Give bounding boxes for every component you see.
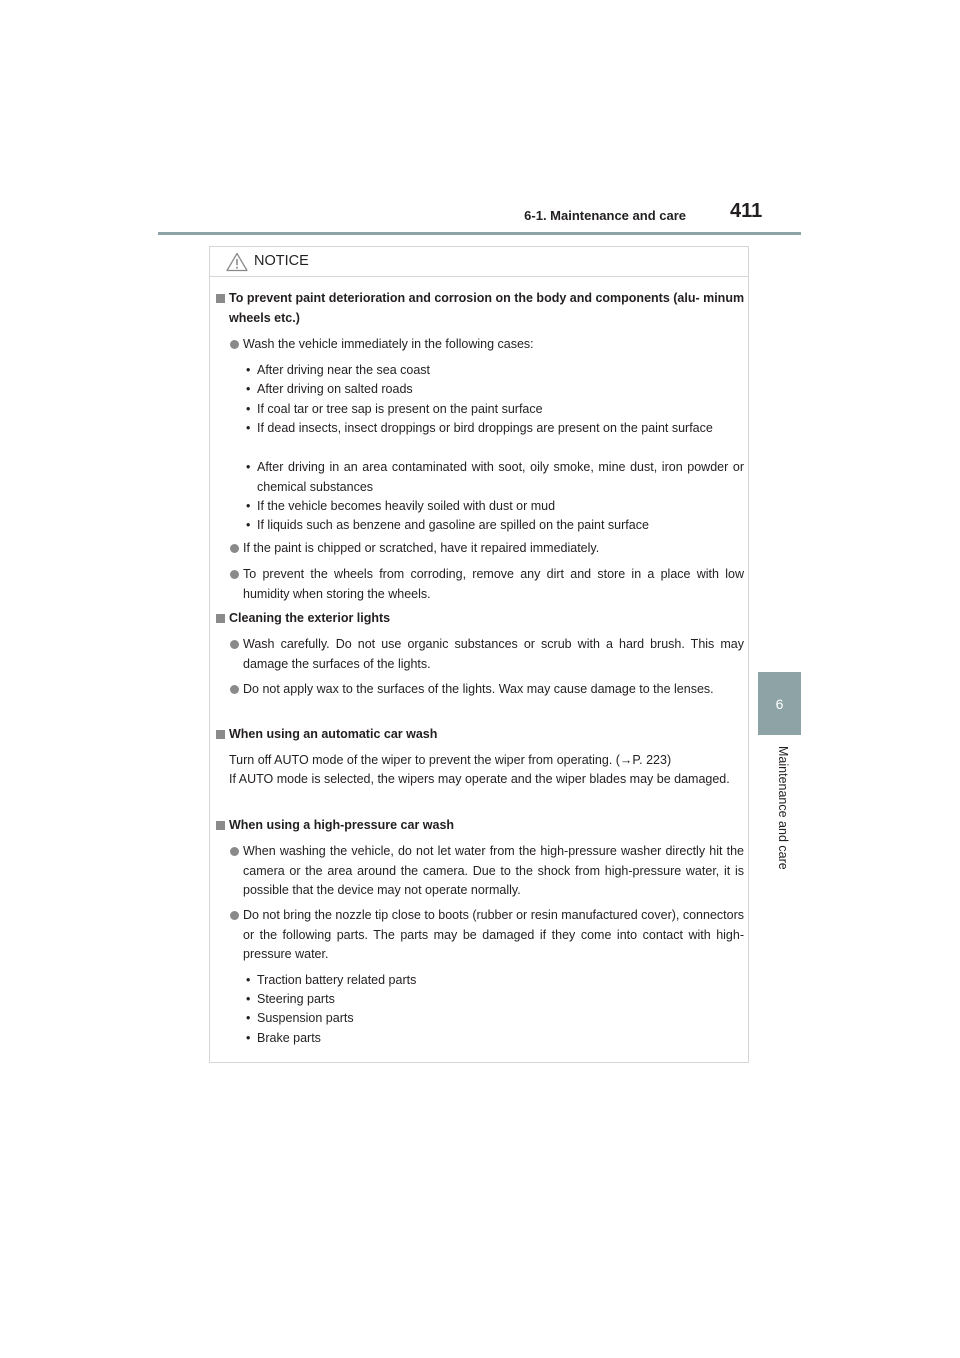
bullet-item: • After driving on salted roads: [246, 382, 413, 396]
bullet-item: • Traction battery related parts: [246, 973, 417, 987]
list-item: Wash the vehicle immediately in the following cases:: [230, 335, 744, 355]
section-heading: Cleaning the exterior lights: [216, 609, 746, 629]
list-item: Do not bring the nozzle tip close to boots (rubber or resin manufactured cover), connectors or the following parts. The parts may be damaged if they come into contact with high-pressure water.: [230, 906, 744, 965]
warning-triangle-icon: [226, 252, 248, 272]
list-item: When washing the vehicle, do not let water from the high-pressure washer directly hit the camera or the area around the camera. Due to the shock from high-pressure water, it is possible that the device may not operate normally.: [230, 842, 744, 901]
list-item: Do not apply wax to the surfaces of the lights. Wax may cause damage to the lenses.: [230, 680, 744, 700]
circle-bullet-icon: [230, 640, 239, 649]
square-bullet-icon: [216, 614, 225, 623]
list-item: To prevent the wheels from corroding, remove any dirt and store in a place with low humidity when storing the wheels.: [230, 565, 744, 604]
chapter-label: Maintenance and care: [776, 746, 790, 870]
bullet-item: • If liquids such as benzene and gasoline are spilled on the paint surface: [246, 518, 649, 532]
circle-bullet-icon: [230, 685, 239, 694]
square-bullet-icon: [216, 730, 225, 739]
section-heading: To prevent paint deterioration and corrosion on the body and components (alu- minum wheels etc.): [216, 289, 746, 328]
bullet-item: • Brake parts: [246, 1031, 321, 1045]
notice-header: [210, 247, 748, 277]
bullet-item: • If the vehicle becomes heavily soiled with dust or mud: [246, 499, 556, 513]
square-bullet-icon: [216, 294, 225, 303]
section-heading: When using an automatic car wash: [216, 725, 746, 745]
chapter-number: 6: [775, 695, 784, 712]
circle-bullet-icon: [230, 847, 239, 856]
paragraph: Turn off AUTO mode of the wiper to prevent the wiper from operating. (→P. 223): [229, 753, 672, 767]
section-heading: When using a high-pressure car wash: [216, 816, 746, 836]
circle-bullet-icon: [230, 544, 239, 553]
bullet-item: • Suspension parts: [246, 1011, 354, 1025]
list-item: If the paint is chipped or scratched, have it repaired immediately.: [230, 539, 744, 559]
notice-title: NOTICE: [254, 253, 309, 269]
circle-bullet-icon: [230, 570, 239, 579]
section-title: 6-1. Maintenance and care: [524, 208, 686, 223]
bullet-item: • After driving in an area contaminated with soot, oily smoke, mine dust, iron powder or chemical substances: [246, 460, 744, 494]
bullet-item: • If coal tar or tree sap is present on the paint surface: [246, 402, 543, 416]
bullet-item: • Steering parts: [246, 992, 335, 1006]
bullet-item: • After driving near the sea coast: [246, 363, 431, 377]
bullet-item: • If dead insects, insect droppings or bird droppings are present on the paint surface: [246, 421, 713, 435]
page-number: 411: [730, 200, 763, 222]
notice-box: [209, 246, 749, 1063]
square-bullet-icon: [216, 821, 225, 830]
list-item: Wash carefully. Do not use organic substances or scrub with a hard brush. This may damage the surfaces of the lights.: [230, 635, 744, 674]
header-rule: [158, 232, 801, 235]
paragraph: If AUTO mode is selected, the wipers may operate and the wiper blades may be damaged.: [229, 772, 730, 786]
circle-bullet-icon: [230, 911, 239, 920]
circle-bullet-icon: [230, 340, 239, 349]
chapter-tab: [758, 672, 801, 735]
